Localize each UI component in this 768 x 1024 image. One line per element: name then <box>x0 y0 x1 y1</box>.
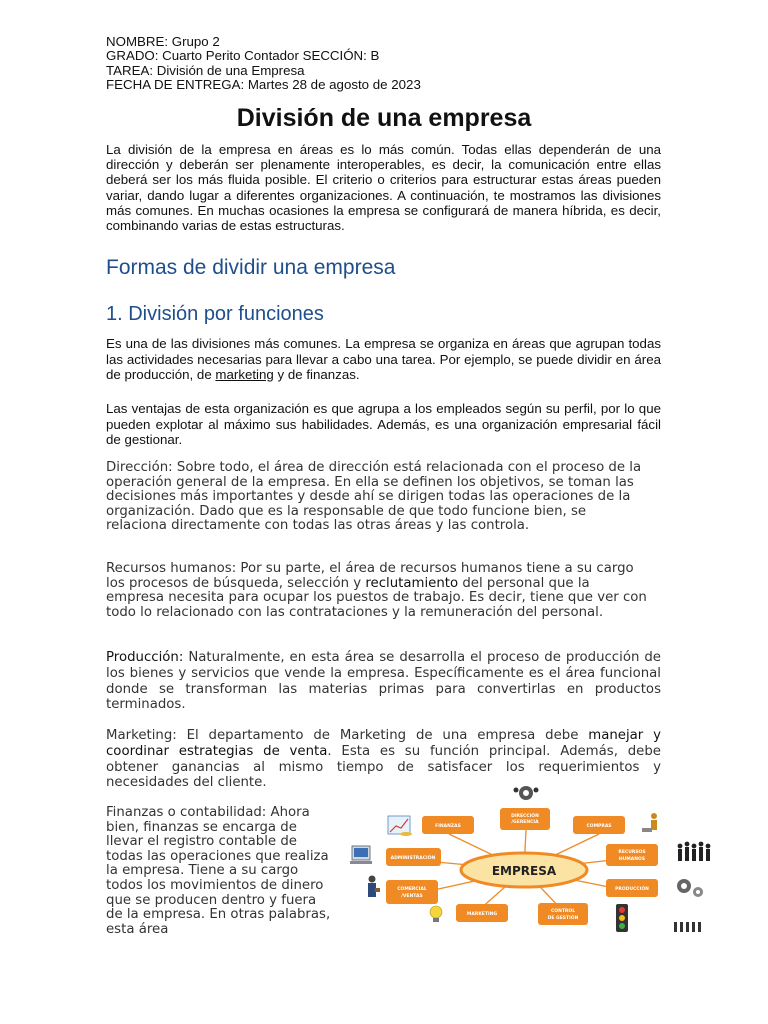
paragraph-finanzas: Finanzas o contabilidad: Ahora bien, finanzas se encarga de llevar el registro contable de todas las operaciones que realiza la empresa. Tiene a su cargo todos los movimientos de dinero que se producen dentro y fuera de la empresa. En otras palabras, esta área <box>106 805 331 937</box>
p1-text-before: Es una de las divisiones más comunes. La empresa se organiza en áreas que agrupan todas las actividades necesarias para llevar a cabo una tarea. Por ejemplo, se puede dividir en área de producción, de <box>106 336 661 382</box>
svg-text:MARKETING: MARKETING <box>466 912 498 917</box>
svg-text:CONTROL: CONTROL <box>550 909 576 914</box>
intro-paragraph: La división de la empresa en áreas es lo más común. Todas ellas dependerán de una dirección y deberán ser plenamente interoperables, es decir, la comunicación entre ellas deberá ser los más fluida posible. El criterio o criterios para estructurar estas áreas pueden variar, dando lugar a diferentes organizaciones. A continuación, te mostramos las divisiones más comunes. En muchas ocasiones la empresa se configurará de manera híbrida, es decir, combinando varias de estas estructuras. <box>106 142 661 234</box>
gears-icon <box>677 879 703 897</box>
page-title: División de una empresa <box>236 104 532 132</box>
header-tarea: TAREA: División de una Empresa <box>106 62 305 78</box>
worker-icon <box>642 813 657 832</box>
section-heading-formas: Formas de dividir una empresa <box>106 256 396 279</box>
box-produccion <box>606 879 658 897</box>
svg-text:PRODUCCIÓN: PRODUCCIÓN <box>615 887 649 892</box>
box-marketing <box>456 904 508 922</box>
svg-text:ADMINISTRACIÓN: ADMINISTRACIÓN <box>390 856 436 861</box>
rrhh-reclutamiento: reclutamiento <box>365 575 459 591</box>
box-finanzas <box>422 816 474 834</box>
box-control-gestion <box>538 903 588 925</box>
header-grado: GRADO: Cuarto Perito Contador SECCIÓN: B <box>106 48 380 64</box>
paragraph-recursos-humanos <box>106 562 651 620</box>
svg-text:RECURSOS: RECURSOS <box>618 850 646 855</box>
people-group-icon <box>678 842 711 861</box>
p1-text-after: y de finanzas. <box>273 367 360 382</box>
produccion-label: Producción: <box>106 650 184 665</box>
box-direccion <box>500 808 550 830</box>
header-fecha: FECHA DE ENTREGA: Martes 28 de agosto de 2023 <box>106 77 421 93</box>
paragraph-produccion <box>106 650 661 713</box>
section-heading-funciones: 1. División por funciones <box>106 303 324 325</box>
gear-people-icon <box>514 786 539 800</box>
header-nombre: NOMBRE: Grupo 2 <box>106 34 220 49</box>
box-comercial <box>386 880 438 904</box>
marketing-highlight: manejar y coordinar estrategias de venta <box>106 728 661 759</box>
box-recursos-humanos <box>606 844 658 866</box>
marketing-link[interactable]: marketing <box>215 367 274 382</box>
paragraph-ventajas: Las ventajas de esta organización es que agrupa a los empleados según su perfil, por lo que pueden explotar al máximo sus habilidades. Además, es una organización empresarial fácil de gestionar. <box>106 401 661 447</box>
marketing-text-before: Marketing: El departamento de Marketing de una empresa debe <box>106 728 589 743</box>
document-header <box>106 35 666 93</box>
salesman-icon <box>368 876 380 898</box>
money-chart-icon <box>388 816 412 836</box>
computer-icon <box>350 846 372 864</box>
produccion-text: Naturalmente, en esta área se desarrolla el proceso de producción de los bienes y servicios que vende la empresa. Específicamente es el área funcional donde se transforman las materias primas para convertirlas en productos terminados. <box>106 650 661 713</box>
paragraph-funciones <box>106 336 661 383</box>
svg-text:COMERCIAL: COMERCIAL <box>397 887 427 892</box>
svg-text:DE GESTIÓN: DE GESTIÓN <box>547 916 579 921</box>
lightbulb-icon <box>430 906 442 922</box>
box-compras <box>573 816 625 834</box>
lineup-icon <box>674 922 701 932</box>
svg-text:FINANZAS: FINANZAS <box>435 824 461 829</box>
svg-text:COMPRAS: COMPRAS <box>586 824 612 829</box>
paragraph-direccion: Dirección: Sobre todo, el área de dirección está relacionada con el proceso de la operación general de la empresa. En ella se definen los objetivos, se toman las decisiones más importantes y desde ahí se dirigen todas las operaciones de la organización. Dado que es la responsable de que todo funcione bien, se relaciona directamente con todas las otras áreas y las controla. <box>106 460 642 534</box>
svg-text:/VENTAS: /VENTAS <box>401 894 423 899</box>
svg-text:DIRECCIÓN: DIRECCIÓN <box>511 814 539 819</box>
company-divisions-diagram <box>344 782 714 940</box>
traffic-light-icon <box>616 904 628 932</box>
svg-text:HUMANOS: HUMANOS <box>618 857 646 862</box>
rrhh-text-before: Recursos humanos: Por su parte, el área de recursos humanos tiene a su cargo los procesos de búsqueda, selección y <box>106 561 634 591</box>
rrhh-text-after: del personal que la empresa necesita para ocupar los puestos de trabajo. Es decir, tiene que ver con todo lo relacionado con las contrataciones y la remuneración del personal. <box>106 575 647 620</box>
box-administracion <box>386 848 441 866</box>
marketing-text-after: . Esta es su función principal. Además, debe obtener ganancias al mismo tiempo de satisfacer los requerimientos y necesidades del cliente. <box>106 743 661 791</box>
empresa-label: EMPRESA <box>491 864 557 878</box>
svg-text:/GERENCIA: /GERENCIA <box>511 820 539 825</box>
